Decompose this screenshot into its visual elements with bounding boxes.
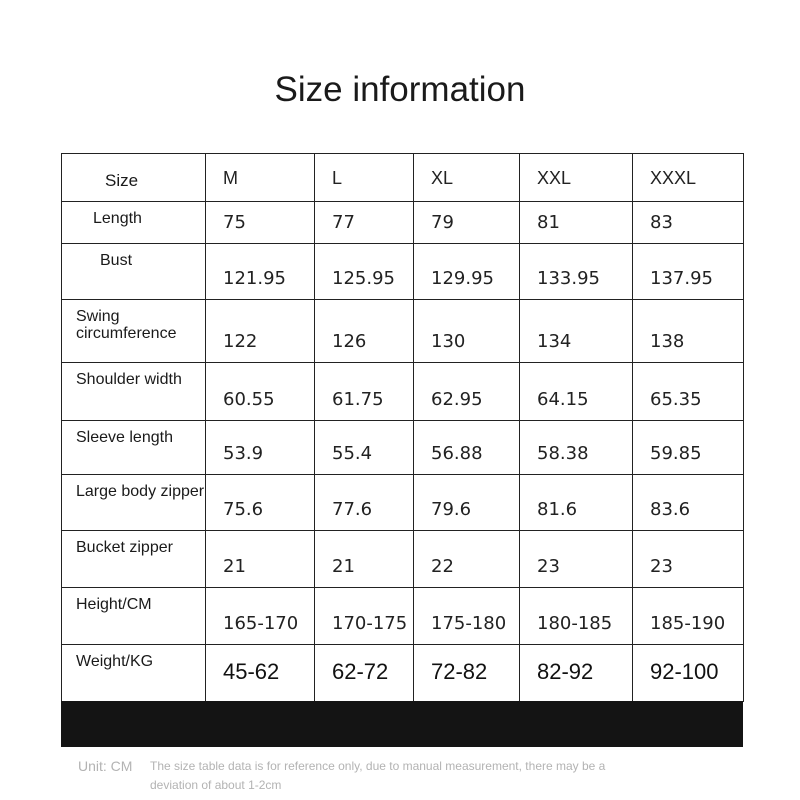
cell-weight-kg-xxxl: 92-100	[633, 645, 744, 702]
cell-bucket-zipper-xxxl: 23	[633, 531, 744, 588]
cell-shoulder-width-m: 60.55	[206, 363, 315, 421]
row-label-length: Length	[62, 202, 206, 244]
row-label-weight-kg: Weight/KG	[62, 645, 206, 702]
row-label-shoulder-width: Shoulder width	[62, 363, 206, 421]
row-label-sleeve-length: Sleeve length	[62, 421, 206, 475]
cell-weight-kg-m: 45-62	[206, 645, 315, 702]
cell-sleeve-length-xl: 56.88	[414, 421, 520, 475]
cell-bust-m: 121.95	[206, 244, 315, 300]
header-label-size: Size	[62, 154, 206, 202]
table-row-length	[62, 202, 744, 244]
table-row-bucket-zipper	[62, 531, 744, 588]
cell-sleeve-length-l: 55.4	[315, 421, 414, 475]
cell-height-cm-xl: 175-180	[414, 588, 520, 645]
cell-weight-kg-xl: 72-82	[414, 645, 520, 702]
cell-swing-circumference-xl: 130	[414, 300, 520, 363]
cell-sleeve-length-xxl: 58.38	[520, 421, 633, 475]
cell-large-body-zipper-l: 77.6	[315, 475, 414, 531]
cell-length-l: 77	[315, 202, 414, 244]
table-row-sleeve-length	[62, 421, 744, 475]
header-size-l: L	[315, 154, 414, 202]
header-size-xxxl: XXXL	[633, 154, 744, 202]
size-table	[61, 153, 744, 702]
row-label-swing-circumference: Swing circumference	[62, 300, 206, 363]
header-size-xl: XL	[414, 154, 520, 202]
cell-length-xxxl: 83	[633, 202, 744, 244]
cell-bucket-zipper-xxl: 23	[520, 531, 633, 588]
cell-bust-xxxl: 137.95	[633, 244, 744, 300]
cell-shoulder-width-xxl: 64.15	[520, 363, 633, 421]
cell-bust-l: 125.95	[315, 244, 414, 300]
disclaimer-note: The size table data is for reference only, due to manual measurement, there may be a deviation of about 1-2cm	[150, 759, 606, 792]
row-label-bucket-zipper: Bucket zipper	[62, 531, 206, 588]
table-row-weight-kg	[62, 645, 744, 702]
cell-weight-kg-l: 62-72	[315, 645, 414, 702]
cell-swing-circumference-xxl: 134	[520, 300, 633, 363]
cell-sleeve-length-m: 53.9	[206, 421, 315, 475]
page-title: Size information	[274, 70, 526, 109]
cell-height-cm-xxl: 180-185	[520, 588, 633, 645]
cell-height-cm-m: 165-170	[206, 588, 315, 645]
cell-bucket-zipper-m: 21	[206, 531, 315, 588]
cell-sleeve-length-xxxl: 59.85	[633, 421, 744, 475]
cell-length-m: 75	[206, 202, 315, 244]
cell-weight-kg-xxl: 82-92	[520, 645, 633, 702]
cell-bucket-zipper-l: 21	[315, 531, 414, 588]
cell-height-cm-xxxl: 185-190	[633, 588, 744, 645]
cell-bucket-zipper-xl: 22	[414, 531, 520, 588]
table-header-row	[62, 154, 744, 202]
cell-large-body-zipper-m: 75.6	[206, 475, 315, 531]
cell-bust-xl: 129.95	[414, 244, 520, 300]
cell-swing-circumference-l: 126	[315, 300, 414, 363]
row-label-large-body-zipper: Large body zipper	[62, 475, 206, 531]
cell-shoulder-width-l: 61.75	[315, 363, 414, 421]
cell-length-xl: 79	[414, 202, 520, 244]
table-row-swing-circumference	[62, 300, 744, 363]
cell-shoulder-width-xl: 62.95	[414, 363, 520, 421]
row-label-bust: Bust	[62, 244, 206, 300]
cell-height-cm-l: 170-175	[315, 588, 414, 645]
table-row-bust	[62, 244, 744, 300]
table-row-height-cm	[62, 588, 744, 645]
header-size-xxl: XXL	[520, 154, 633, 202]
cell-large-body-zipper-xxl: 81.6	[520, 475, 633, 531]
cell-length-xxl: 81	[520, 202, 633, 244]
table-row-shoulder-width	[62, 363, 744, 421]
footer-bar	[61, 701, 743, 747]
cell-shoulder-width-xxxl: 65.35	[633, 363, 744, 421]
cell-bust-xxl: 133.95	[520, 244, 633, 300]
table-row-large-body-zipper	[62, 475, 744, 531]
cell-large-body-zipper-xxxl: 83.6	[633, 475, 744, 531]
size-table-container	[61, 153, 743, 701]
cell-swing-circumference-m: 122	[206, 300, 315, 363]
unit-label: Unit: CM	[78, 758, 133, 774]
header-size-m: M	[206, 154, 315, 202]
row-label-height-cm: Height/CM	[62, 588, 206, 645]
cell-large-body-zipper-xl: 79.6	[414, 475, 520, 531]
cell-swing-circumference-xxxl: 138	[633, 300, 744, 363]
